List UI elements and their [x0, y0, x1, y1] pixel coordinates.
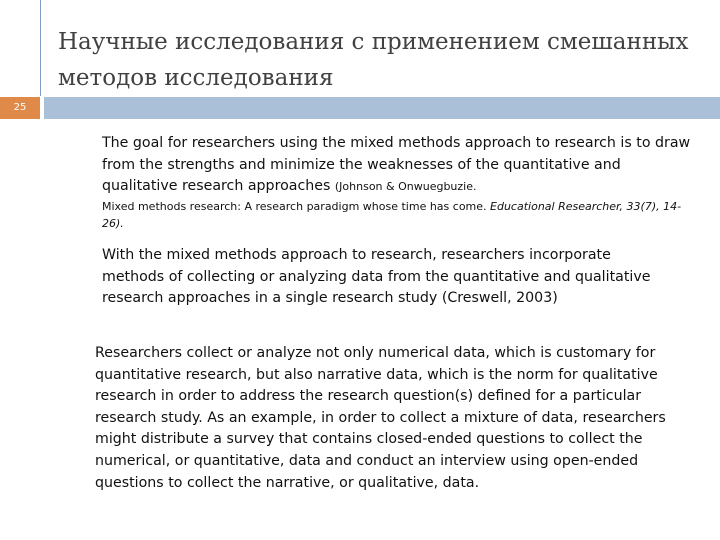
slide-number-badge: 25 — [0, 97, 40, 119]
citation-title: Mixed methods research: A research paradigm whose time has come. — [102, 200, 487, 213]
slide-title: Научные исследования с применением смешанных методов исследования — [58, 29, 689, 91]
slide-header-bar — [0, 97, 720, 119]
paragraph-1-text: The goal for researchers using the mixed methods approach to research is to draw from the strengths and minimize the weaknesses of the quantitative and qualitative research approaches — [102, 135, 691, 195]
paragraph-mixed-methods-definition: With the mixed methods approach to research, researchers incorporate methods of collecting or analyzing data from the quantitative and qualitative research approaches in a single research study (Creswell, 2003) — [102, 247, 651, 307]
reference-citation — [102, 198, 692, 232]
paragraph-mixed-methods-goal — [102, 133, 692, 198]
title-left-rule — [40, 0, 41, 96]
citation-journal: Educational Researcher, 33(7), 14-26). — [102, 200, 682, 230]
accent-bar — [44, 97, 720, 119]
paragraph-data-collection-example: Researchers collect or analyze not only numerical data, which is customary for quantitative research, but also narrative data, which is the norm for qualitative research in order to address the research question(s) defined for a particular research study. As an example, in order to collect a mixture of data, researchers might distribute a survey that contains closed-ended questions to collect the numerical, or quantitative, data and conduct an interview using open-ended questions to collect the narrative, or qualitative, data. — [95, 345, 666, 491]
inline-citation: (Johnson & Onwuegbuzie. — [334, 180, 477, 194]
